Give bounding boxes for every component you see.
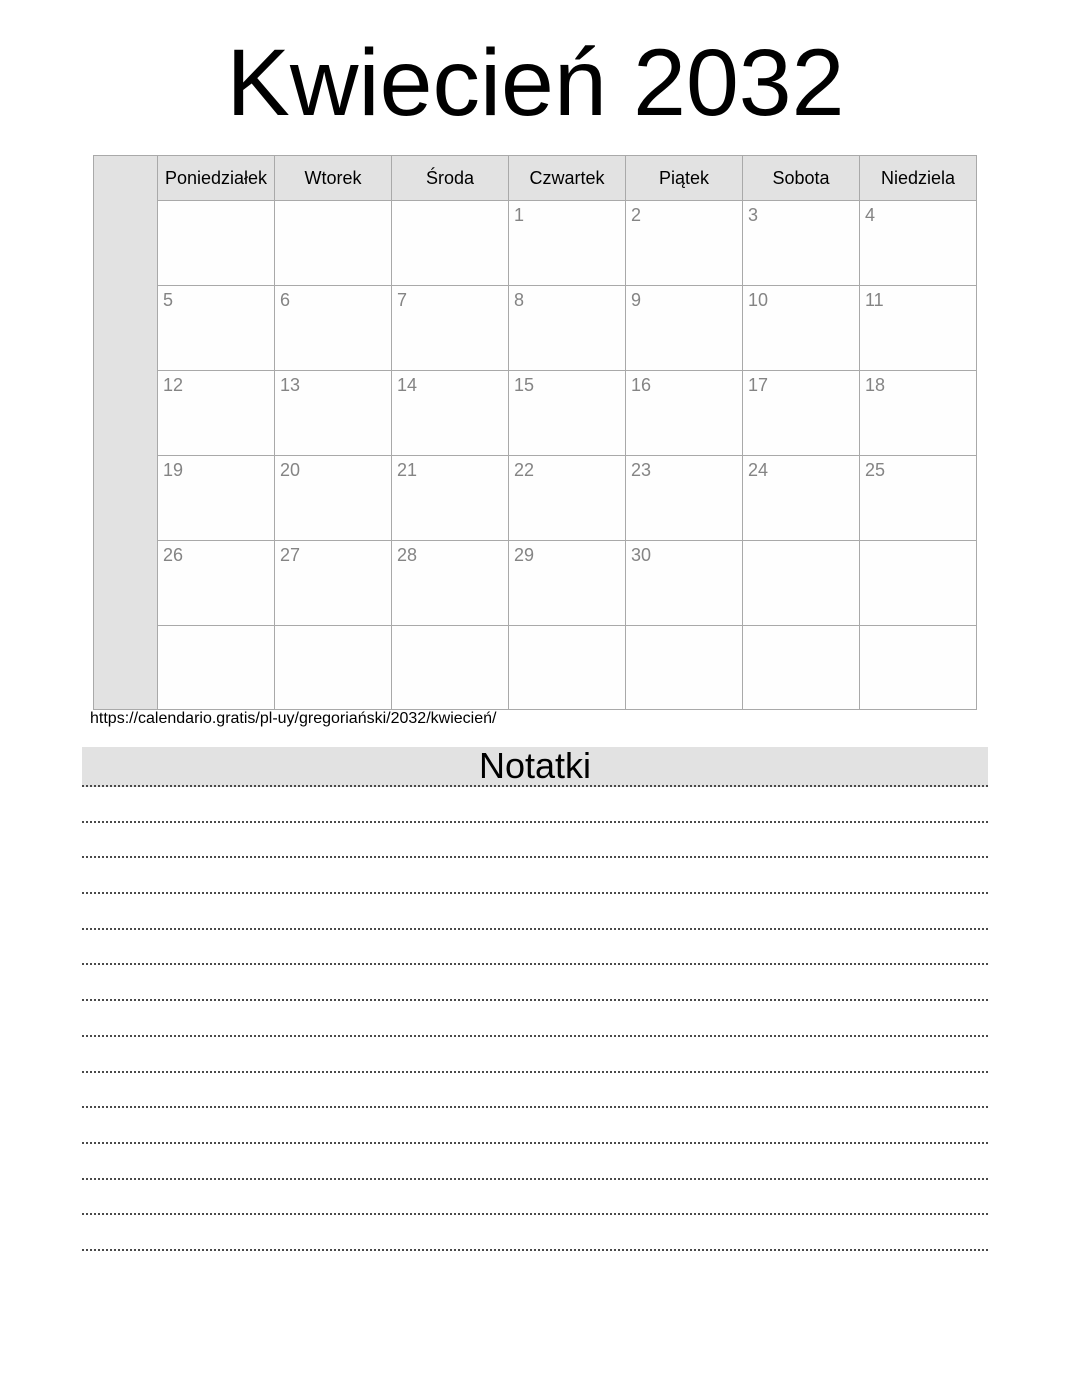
calendar-header-row [94, 156, 977, 201]
calendar-day-cell [743, 626, 860, 710]
calendar-day-cell: 17 [743, 371, 860, 456]
notes-title: Notatki [82, 747, 988, 787]
day-header-wednesday: Środa [392, 156, 509, 201]
page-title: Kwiecień 2032 [226, 30, 845, 136]
calendar-day-cell: 11 [860, 286, 977, 371]
calendar-day-cell: 4 [860, 201, 977, 286]
calendar-day-cell [275, 201, 392, 286]
calendar-day-cell: 30 [626, 541, 743, 626]
calendar-week-row [94, 371, 977, 456]
calendar-week-row [94, 541, 977, 626]
calendar-day-cell [860, 626, 977, 710]
calendar-week-row [94, 286, 977, 371]
calendar-day-cell [509, 626, 626, 710]
calendar-day-cell: 28 [392, 541, 509, 626]
calendar-day-cell: 15 [509, 371, 626, 456]
day-header-friday: Piątek [626, 156, 743, 201]
calendar-day-cell: 25 [860, 456, 977, 541]
calendar-day-cell: 21 [392, 456, 509, 541]
calendar-day-cell: 18 [860, 371, 977, 456]
week-number-column [94, 156, 158, 710]
day-header-sunday: Niedziela [860, 156, 977, 201]
note-line [82, 787, 988, 823]
calendar-day-cell: 24 [743, 456, 860, 541]
calendar-day-cell: 29 [509, 541, 626, 626]
day-header-tuesday: Wtorek [275, 156, 392, 201]
calendar-day-cell [158, 626, 275, 710]
calendar-day-cell [392, 626, 509, 710]
calendar-day-cell: 3 [743, 201, 860, 286]
calendar-week-row [94, 626, 977, 710]
calendar-day-cell [860, 541, 977, 626]
day-header-monday: Poniedziałek [158, 156, 275, 201]
calendar-day-cell [743, 541, 860, 626]
note-line [82, 1180, 988, 1216]
day-header-saturday: Sobota [743, 156, 860, 201]
calendar-day-cell [275, 626, 392, 710]
note-line [82, 1108, 988, 1144]
day-header-thursday: Czwartek [509, 156, 626, 201]
note-line [82, 1215, 988, 1251]
source-url-text: https://calendario.gratis/pl-uy/gregoriański/2032/kwiecień/ [90, 710, 497, 727]
calendar-day-cell: 13 [275, 371, 392, 456]
calendar-day-cell: 10 [743, 286, 860, 371]
calendar-day-cell [392, 201, 509, 286]
calendar-day-cell: 9 [626, 286, 743, 371]
calendar-day-cell: 26 [158, 541, 275, 626]
note-line [82, 894, 988, 930]
calendar-day-cell [626, 626, 743, 710]
note-line [82, 1144, 988, 1180]
calendar-day-cell: 23 [626, 456, 743, 541]
note-line [82, 1037, 988, 1073]
note-line [82, 1001, 988, 1037]
calendar-day-cell: 16 [626, 371, 743, 456]
note-line [82, 823, 988, 859]
calendar-day-cell: 2 [626, 201, 743, 286]
calendar-day-cell: 20 [275, 456, 392, 541]
calendar-day-cell: 5 [158, 286, 275, 371]
calendar-day-cell: 27 [275, 541, 392, 626]
note-line [82, 965, 988, 1001]
note-line [82, 1073, 988, 1109]
note-line [82, 930, 988, 966]
calendar-day-cell: 6 [275, 286, 392, 371]
calendar-week-row [94, 201, 977, 286]
notes-section [82, 747, 988, 1251]
calendar-table [93, 155, 977, 710]
calendar-day-cell [158, 201, 275, 286]
notes-lines [82, 787, 988, 1251]
calendar-day-cell: 14 [392, 371, 509, 456]
calendar-week-row [94, 456, 977, 541]
calendar-day-cell: 8 [509, 286, 626, 371]
calendar-day-cell: 1 [509, 201, 626, 286]
calendar-day-cell: 19 [158, 456, 275, 541]
note-line [82, 858, 988, 894]
calendar-day-cell: 12 [158, 371, 275, 456]
calendar-day-cell: 22 [509, 456, 626, 541]
calendar-day-cell: 7 [392, 286, 509, 371]
